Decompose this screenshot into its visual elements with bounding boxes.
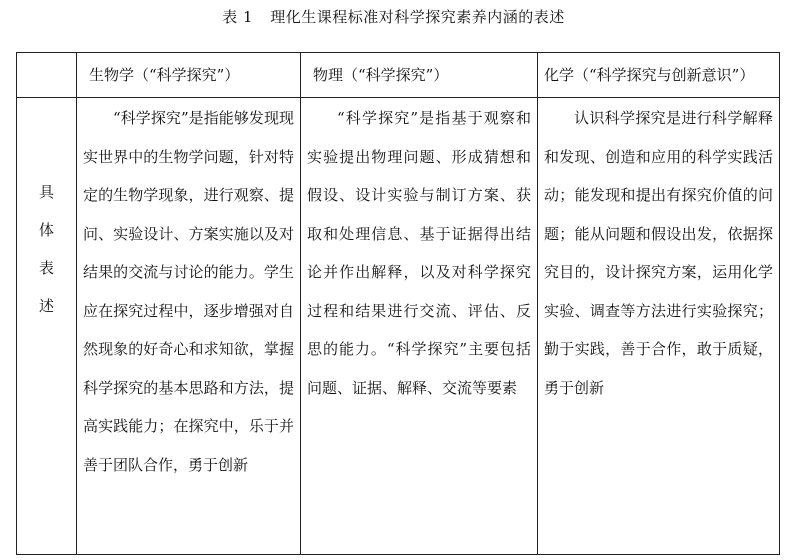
row-label-char: 具 bbox=[38, 183, 54, 201]
cell-chemistry: 认识科学探究是进行科学解释和发现、创造和应用的科学实践活动；能发现和提出有探究价值的问题；能从问题和假设出发，依据探究目的，设计探究方案，运用化学实验、调查等方法进行实验探究；勤于实践，善于合作，敢于质疑，勇于创新 bbox=[544, 109, 773, 397]
table-title: 理化生课程标准对科学探究素养内涵的表述 bbox=[270, 8, 565, 26]
header-cell-empty bbox=[17, 53, 76, 97]
comparison-table bbox=[16, 52, 780, 555]
header-physics: 物理（“科学探究”） bbox=[313, 66, 449, 84]
header-chemistry: 化学（“科学探究与创新意识”） bbox=[544, 66, 755, 84]
table-number: 表 1 bbox=[222, 8, 253, 26]
row-label-char: 体 bbox=[38, 221, 54, 239]
row-label bbox=[17, 173, 76, 325]
row-label-char: 述 bbox=[38, 297, 54, 315]
header-biology: 生物学（“科学探究”） bbox=[89, 66, 240, 84]
table-caption bbox=[0, 6, 787, 27]
cell-biology: “科学探究”是指能够发现现实世界中的生物学问题，针对特定的生物学现象，进行观察、提问、实验设计、方案实施以及对结果的交流与讨论的能力。学生应在探究过程中，逐步增强对自然现象的好奇心和求知欲，掌握科学探究的基本思路和方法，提高实践能力；在探究中，乐于并善于团队合作，勇于创新 bbox=[83, 109, 294, 474]
header-divider bbox=[17, 97, 779, 98]
cell-physics: “科学探究”是指基于观察和实验提出物理问题、形成猜想和假设、设计实验与制订方案、获取和处理信息、基于证据得出结论并作出解释，以及对科学探究过程和结果进行交流、评估、反思的能力。“科学探究”主要包括问题、证据、解释、交流等要素 bbox=[307, 109, 531, 397]
row-label-char: 表 bbox=[38, 259, 54, 277]
